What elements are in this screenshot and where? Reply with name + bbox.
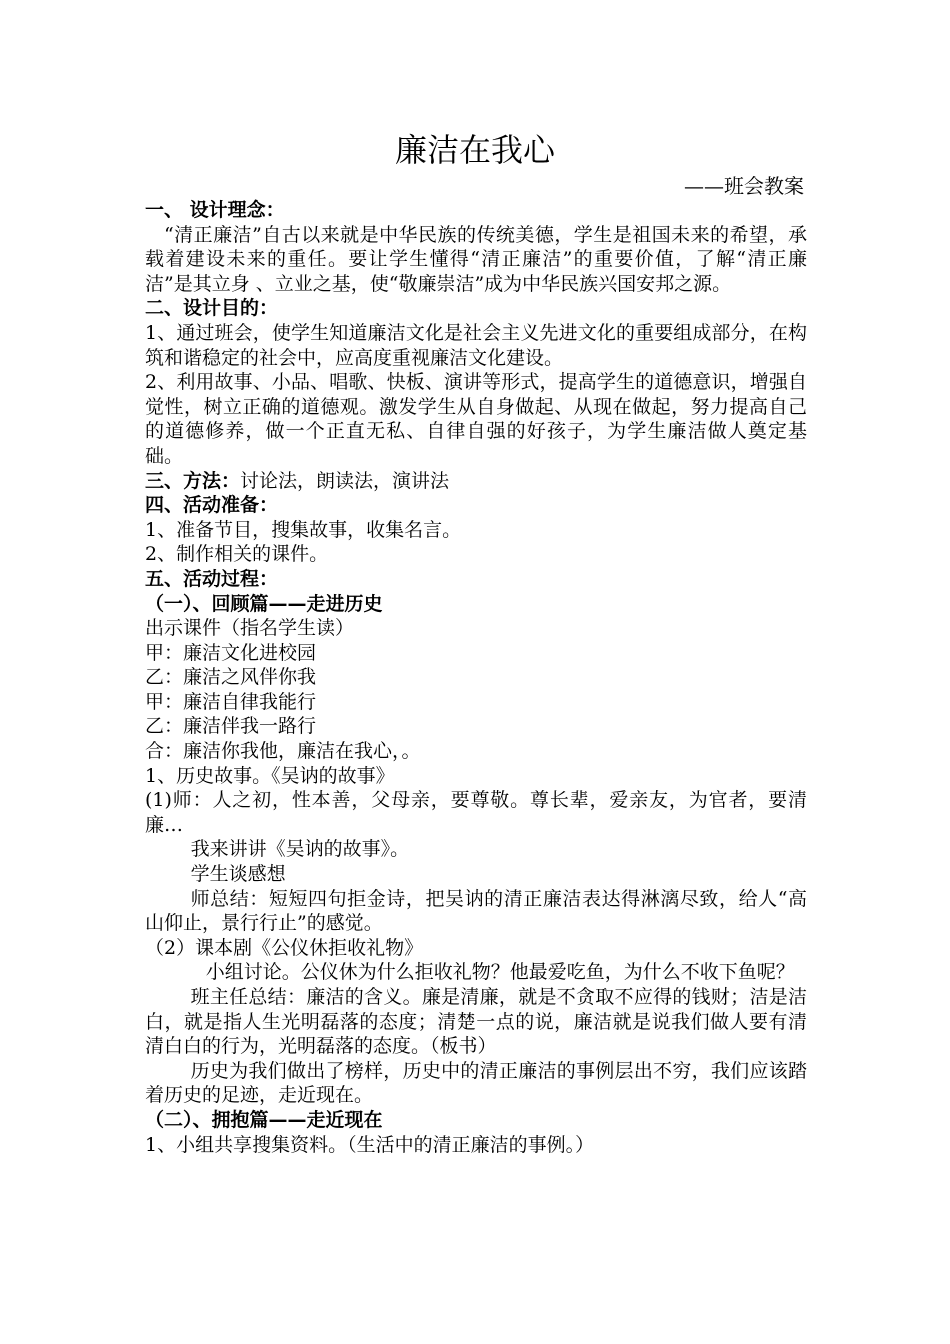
paragraph-tell-story: 我来讲讲《吴讷的故事》。 [190, 838, 410, 861]
paragraph-teacher-1: (1)师：人之初，性本善，父母亲，要尊敬。尊长辈，爱亲友，为官者，要清廉… [145, 789, 807, 836]
paragraph-teacher-summary: 师总结：短短四句拒金诗，把吴讷的清正廉洁表达得淋漓尽致，给人“高山仰止，景行行止”的感觉。 [145, 887, 807, 935]
paragraph-head-teacher-summary: 班主任总结：廉洁的含义。廉是清廉，就是不贪取不应得的钱财；洁是洁白，就是指人生光明磊落的态度；清楚一点的说，廉洁就是说我们做人要有清清白白的行为，光明磊落的态度。（板书） [145, 986, 807, 1058]
section-heading-design-purpose: 二、设计目的： [145, 297, 279, 320]
subsection-heading-review: （一）、回顾篇——走进历史 [145, 592, 383, 615]
dialogue-line-3: 甲：廉洁自律我能行 [145, 690, 317, 713]
section-heading-process: 五、活动过程： [145, 567, 279, 590]
dialogue-line-2: 乙：廉洁之风伴你我 [145, 666, 317, 689]
paragraph-preparation-2: 2、制作相关的课件。 [145, 543, 329, 566]
document-title: 廉洁在我心 [394, 131, 555, 169]
paragraph-textbook-drama: （2）课本剧《公仪休拒收礼物》 [145, 936, 424, 959]
document-subtitle: ——班会教案 [684, 174, 804, 198]
paragraph-history-example: 历史为我们做出了榜样，历史中的清正廉洁的事例层出不穷，我们应该踏着历史的足迹，走近现在。 [145, 1059, 807, 1107]
subsection-heading-embrace: （二）、拥抱篇——走近现在 [145, 1108, 383, 1131]
paragraph-purpose-1: 1、通过班会，使学生知道廉洁文化是社会主义先进文化的重要组成部分，在构筑和谐稳定的社会中，应高度重视廉洁文化建设。 [145, 321, 807, 369]
paragraph-design-concept: “清正廉洁”自古以来就是中华民族的传统美德，学生是祖国未来的希望，承载着建设未来的重任。要让学生懂得“清正廉洁”的重要价值，了解“清正廉洁”是其立身 、立业之基，使“敬廉崇洁”成为中华民族兴国安邦之源。 [145, 223, 807, 295]
section-heading-methods: 三、方法： [145, 469, 241, 492]
paragraph-purpose-2: 2、利用故事、小品、唱歌、快板、演讲等形式，提高学生的道德意识，增强自觉性，树立正确的道德观。激发学生从自身做起、从现在做起，努力提高自己的道德修养，做一个正直无私、自律自强的好孩子，为学生廉洁做人奠定基础。 [145, 371, 807, 467]
document-body [145, 198, 807, 1157]
methods-text: 讨论法，朗读法，演讲法 [240, 469, 450, 492]
dialogue-line-5: 合：廉洁你我他，廉洁在我心，。 [145, 740, 421, 763]
section-heading-design-concept: 一、 设计理念： [145, 199, 285, 221]
paragraph-group-discussion: 小组讨论。公仪休为什么拒收礼物？他最爱吃鱼，为什么不收下鱼呢？ [205, 961, 795, 984]
dialogue-line-4: 乙：廉洁伴我一路行 [145, 715, 317, 738]
paragraph-history-story: 1、历史故事。《吴讷的故事》 [145, 764, 395, 787]
dialogue-line-1: 甲：廉洁文化进校园 [145, 641, 317, 664]
paragraph-show-courseware: 出示课件（指名学生读） [145, 617, 355, 640]
methods-line [145, 469, 807, 494]
paragraph-student-thoughts: 学生谈感想 [190, 863, 286, 886]
section-heading-preparation: 四、活动准备： [145, 494, 279, 517]
paragraph-preparation-1: 1、准备节目，搜集故事，收集名言。 [145, 518, 462, 541]
paragraph-share-materials: 1、小组共享搜集资料。（生活中的清正廉洁的事例。） [145, 1133, 595, 1156]
